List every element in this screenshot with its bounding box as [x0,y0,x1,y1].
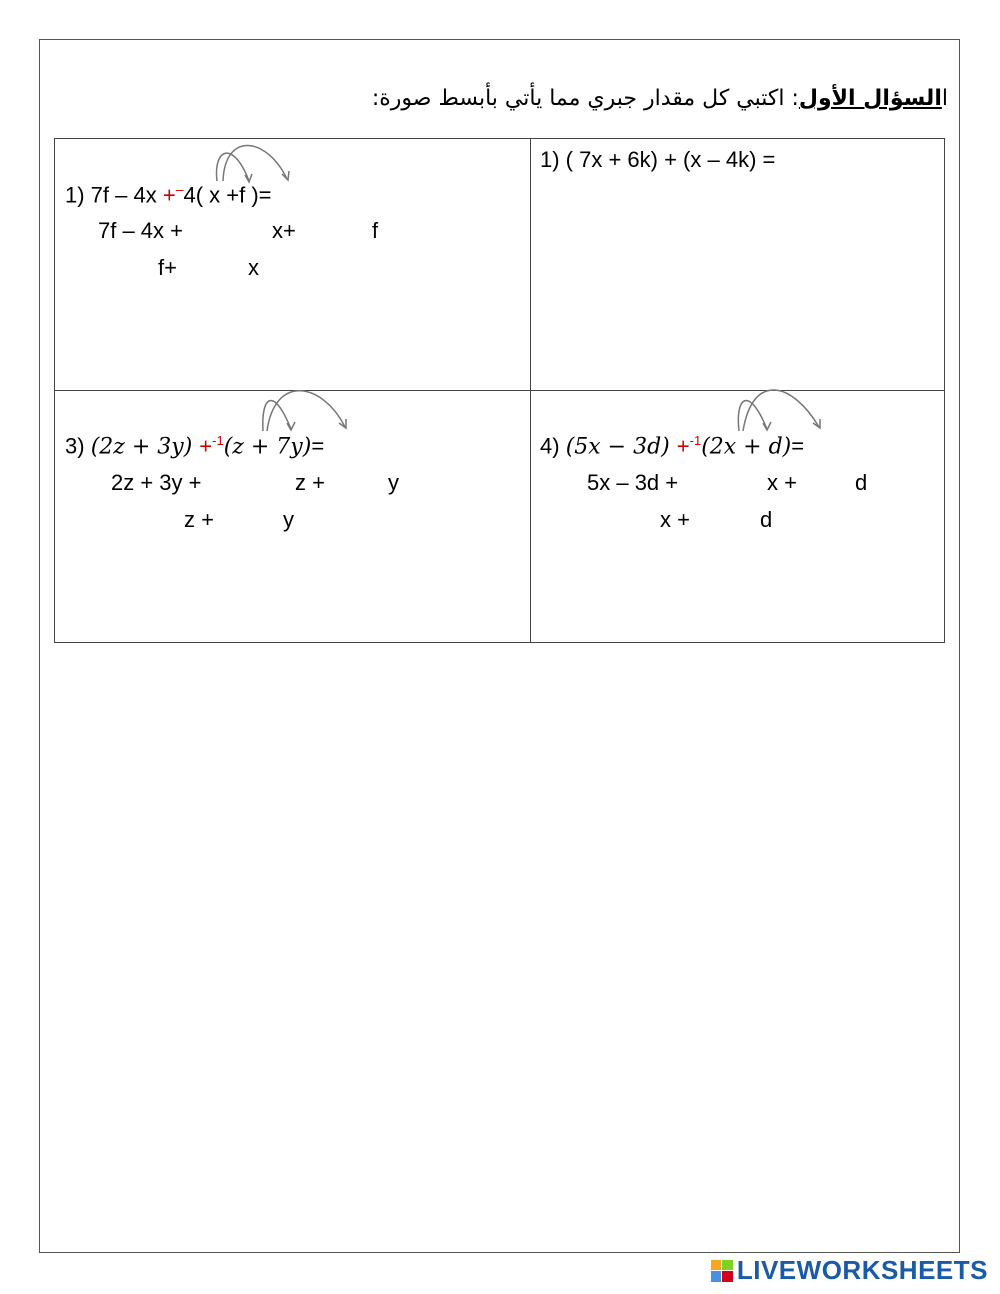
liveworksheets-footer [711,1255,988,1286]
c4-equals: = [791,433,805,459]
c1-line3a: f+ [158,255,177,280]
c1-line2b: x+ [272,218,296,243]
c3-equals: = [311,433,325,459]
brand-name: LIVEWORKSHEETS [736,1255,988,1285]
exercise-grid [54,138,945,643]
c3-line2a: 2z + 3y + [111,470,202,495]
c1-line2c: f [372,218,379,243]
cell-2 [531,139,945,391]
distribute-arrows [251,387,391,437]
cell-4 [531,391,945,643]
heading-prefix: ا [941,86,948,111]
c1-neg-sign: – [175,181,184,197]
c4-line2c: d [855,470,868,495]
c3-line3b: y [283,507,294,532]
c3-line1 [65,433,324,459]
c4-neg-one: -1 [689,433,702,448]
c1-plus-sign: + [162,182,176,208]
c3-num: 3) [65,433,91,459]
c4-line2b: x + [767,470,797,495]
heading-label: السؤال الأول [798,86,942,111]
c4-line1 [540,433,804,459]
c1-line2a: 7f – 4x + [98,218,184,243]
c3-expr1: (2z + 3y) [90,434,200,460]
c3-line2b: z + [295,470,325,495]
heading-text: : اكتبي كل مقدار جبري مما يأتي بأبسط صورة: [371,86,799,111]
c1-line1-start: 1) 7f – 4x [65,182,163,208]
c1-line1 [65,181,272,208]
question-heading [372,86,948,111]
cell-3 [55,391,531,643]
c4-line2a: 5x – 3d + [587,470,679,495]
c1-line3b: x [248,255,259,280]
c3-line3a: z + [184,507,214,532]
c4-expr1: (5x − 3d) [565,434,677,460]
c2-line1: 1) ( 7x + 6k) + (x – 4k) = [540,147,776,172]
c1-line1-rest: 4( x +f )= [183,182,272,208]
c4-line3a: x + [660,507,690,532]
c3-line2c: y [388,470,399,495]
c3-neg-one: -1 [212,433,224,448]
c3-expr2: (z + 7y) [223,434,312,460]
liveworksheets-logo-icon [711,1260,733,1282]
cell-1 [55,139,531,391]
distribute-arrows [727,387,867,437]
c4-num: 4) [540,433,566,459]
c4-line3b: d [760,507,773,532]
c4-plus-sign: + [676,433,690,459]
c3-plus-sign: + [199,433,213,459]
c4-expr2: (2x + d) [701,434,792,460]
